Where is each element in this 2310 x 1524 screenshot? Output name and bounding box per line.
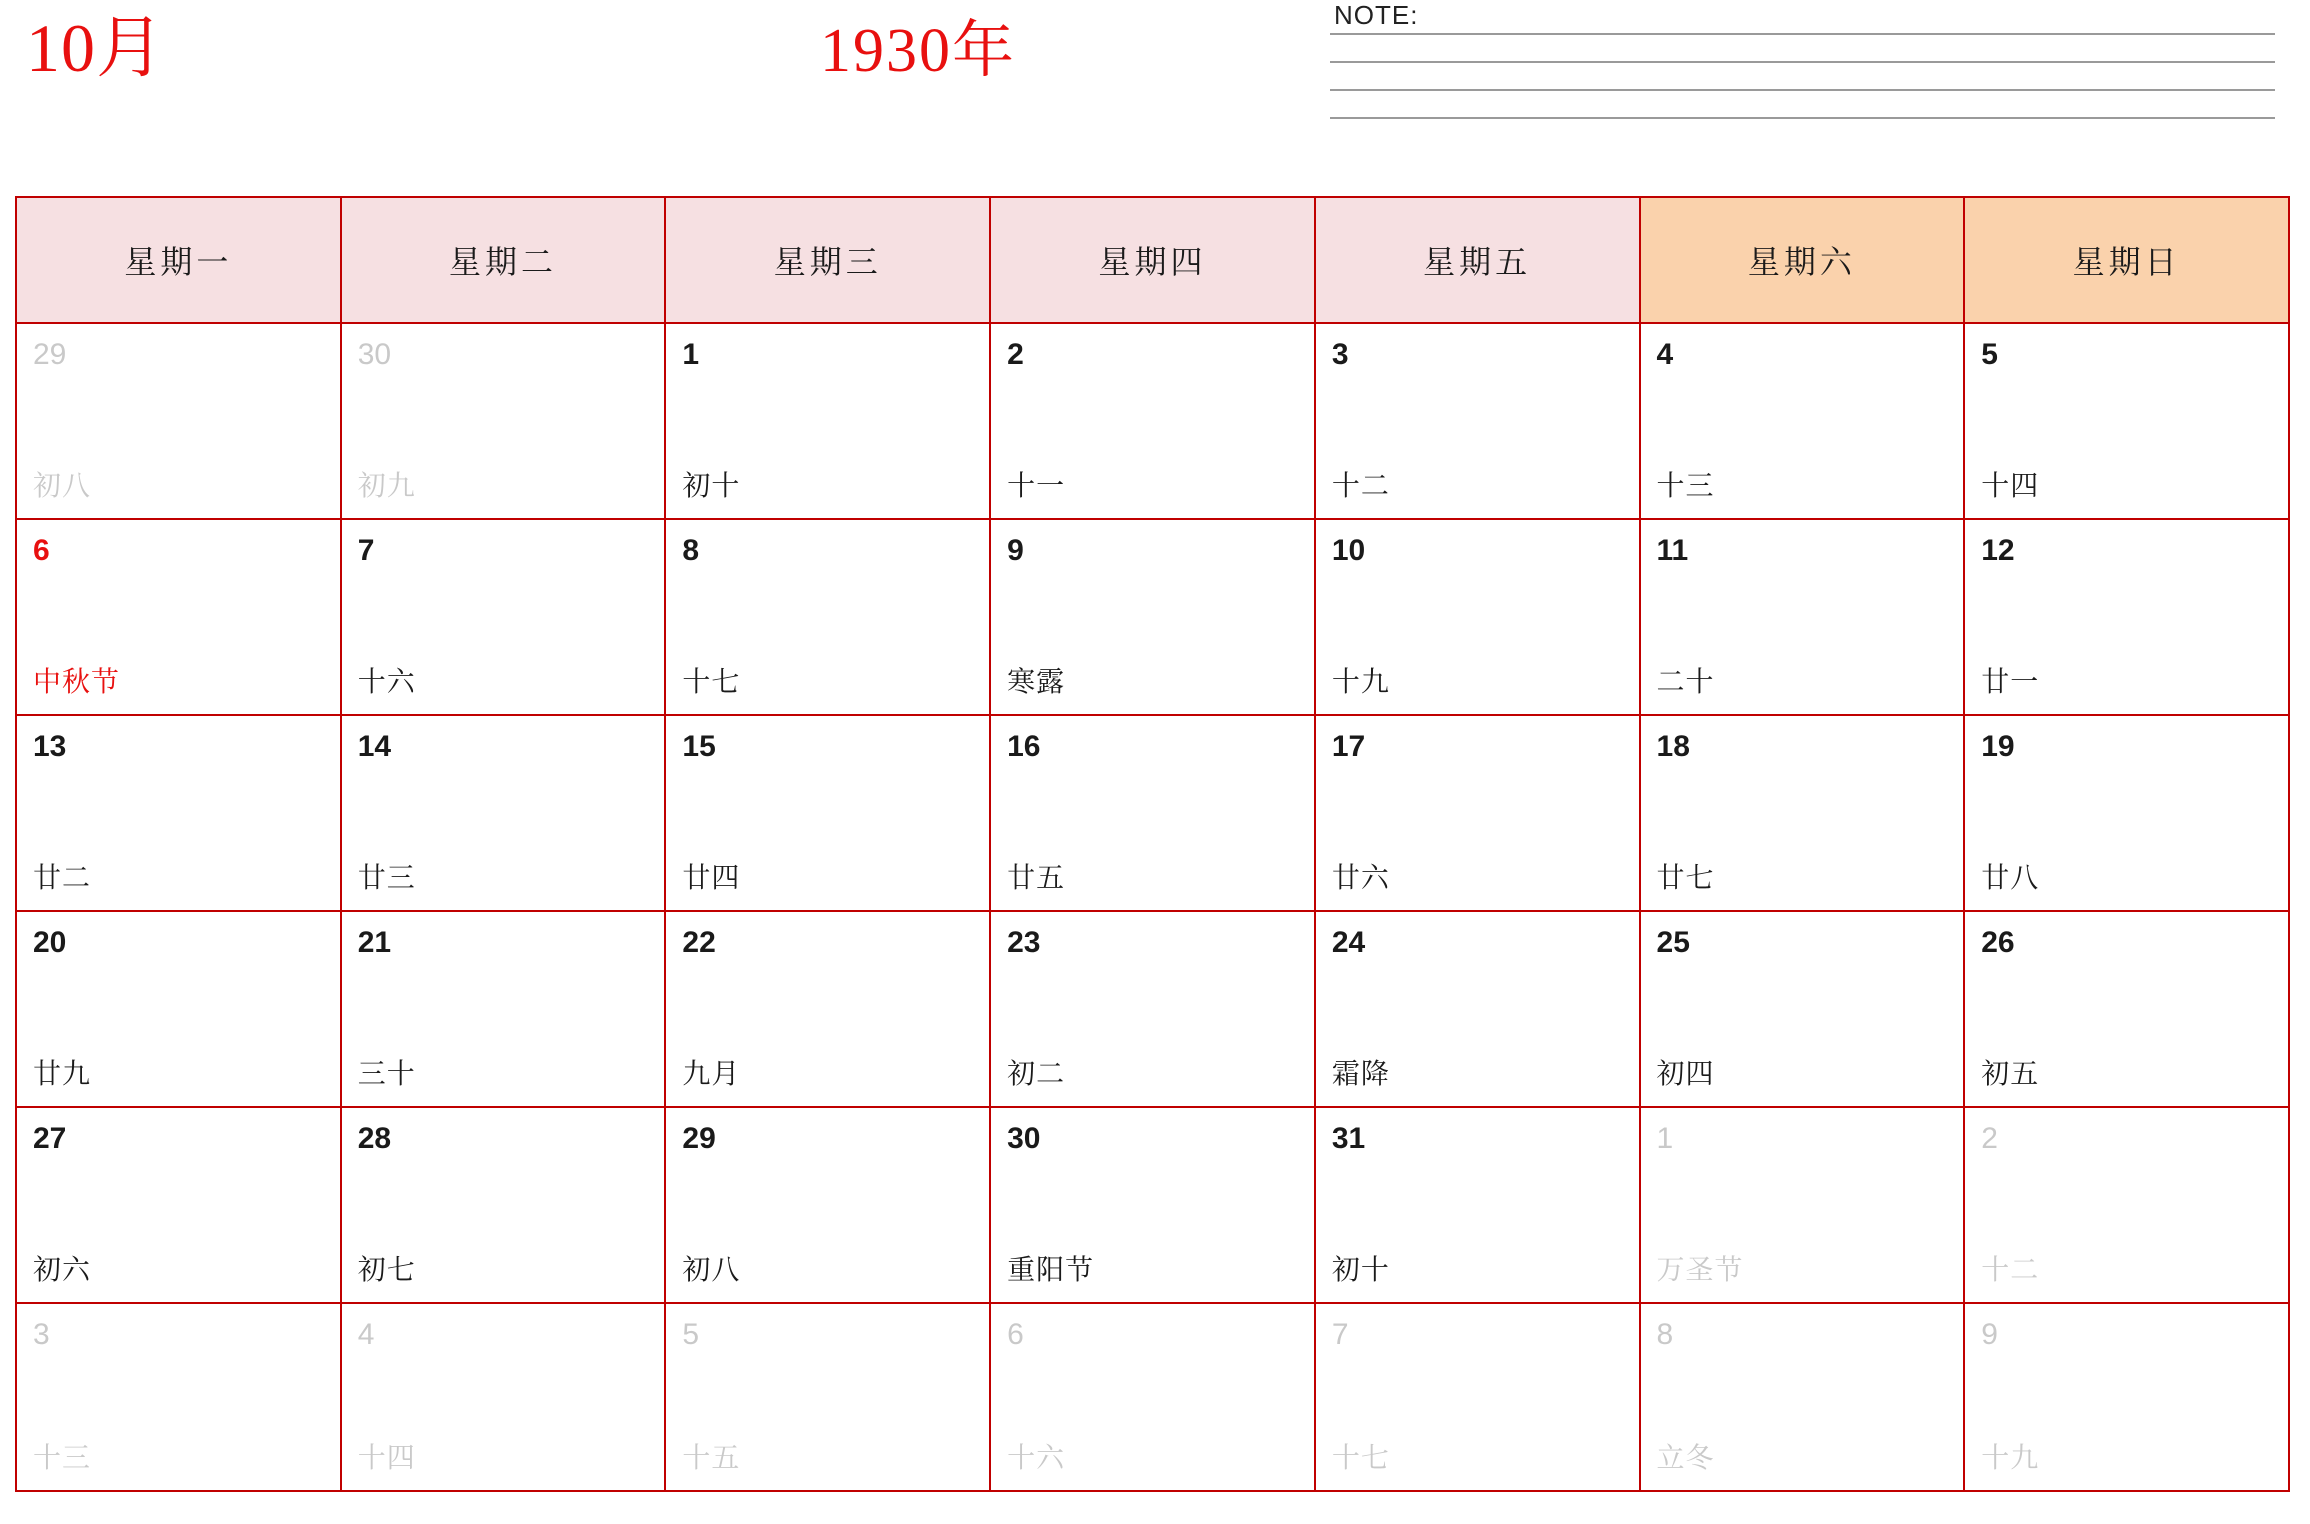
note-block — [1330, 0, 2275, 119]
day-number: 4 — [1656, 338, 1674, 371]
weekday-header-tuesday: 星期二 — [341, 197, 666, 323]
day-number: 14 — [357, 730, 392, 763]
day-lunar: 廿一 — [1981, 667, 2040, 698]
day-lunar: 十九 — [1331, 667, 1390, 698]
day-cell[interactable] — [990, 323, 1315, 519]
calendar-grid — [15, 196, 2290, 1492]
calendar-week-row — [16, 1107, 2289, 1303]
day-lunar: 霜降 — [1331, 1059, 1390, 1090]
day-cell[interactable] — [665, 1303, 990, 1491]
day-lunar: 初五 — [1981, 1059, 2040, 1090]
day-cell[interactable] — [1315, 323, 1640, 519]
day-cell[interactable] — [1640, 1303, 1965, 1491]
day-cell[interactable] — [16, 519, 341, 715]
day-number: 6 — [33, 534, 50, 567]
day-lunar: 十六 — [1007, 1443, 1066, 1474]
day-number: 29 — [33, 338, 67, 371]
day-number: 3 — [33, 1318, 50, 1351]
day-cell[interactable] — [1315, 715, 1640, 911]
day-cell[interactable] — [665, 1107, 990, 1303]
day-lunar: 十九 — [1981, 1443, 2040, 1474]
day-lunar: 初四 — [1656, 1059, 1715, 1090]
day-lunar: 初十 — [1331, 1255, 1390, 1286]
day-lunar: 十二 — [1331, 471, 1390, 502]
day-lunar: 初八 — [33, 471, 92, 502]
day-number: 19 — [1981, 730, 2015, 763]
day-cell[interactable] — [990, 715, 1315, 911]
day-number: 20 — [33, 926, 67, 959]
day-lunar: 廿八 — [1981, 863, 2040, 894]
day-lunar: 十四 — [357, 1443, 416, 1474]
day-number: 8 — [1656, 1318, 1674, 1351]
note-line[interactable] — [1330, 63, 2275, 91]
day-number: 1 — [682, 338, 700, 371]
day-cell[interactable] — [341, 519, 666, 715]
day-cell[interactable] — [16, 911, 341, 1107]
day-number: 17 — [1331, 730, 1366, 763]
day-cell[interactable] — [1640, 715, 1965, 911]
day-number: 6 — [1007, 1318, 1024, 1351]
day-lunar: 十七 — [1331, 1443, 1390, 1474]
day-number: 31 — [1331, 1122, 1366, 1155]
calendar-week-row — [16, 1303, 2289, 1491]
day-cell[interactable] — [1315, 1107, 1640, 1303]
day-number: 28 — [357, 1122, 392, 1155]
day-cell[interactable] — [1640, 1107, 1965, 1303]
day-lunar: 十三 — [33, 1443, 92, 1474]
calendar-week-row — [16, 911, 2289, 1107]
day-number: 9 — [1007, 534, 1024, 567]
day-lunar: 廿六 — [1331, 863, 1390, 894]
day-lunar: 中秋节 — [33, 667, 121, 698]
day-lunar: 初八 — [682, 1255, 741, 1286]
day-number: 27 — [33, 1122, 67, 1155]
day-cell[interactable] — [665, 911, 990, 1107]
day-cell[interactable] — [1964, 911, 2289, 1107]
day-cell[interactable] — [990, 911, 1315, 1107]
day-lunar: 十四 — [1981, 471, 2040, 502]
weekday-header-sunday: 星期日 — [1964, 197, 2289, 323]
day-cell[interactable] — [341, 1107, 666, 1303]
day-lunar: 十三 — [1656, 471, 1715, 502]
day-cell[interactable] — [16, 323, 341, 519]
day-number: 3 — [1331, 338, 1349, 371]
day-number: 18 — [1656, 730, 1690, 763]
day-number: 23 — [1007, 926, 1041, 959]
day-cell[interactable] — [16, 1303, 341, 1491]
day-cell[interactable] — [16, 1107, 341, 1303]
day-cell[interactable] — [1640, 323, 1965, 519]
day-number: 16 — [1007, 730, 1041, 763]
month-title: 10月 — [26, 10, 166, 86]
day-lunar: 廿九 — [33, 1059, 92, 1090]
day-lunar: 重阳节 — [1007, 1255, 1095, 1286]
day-number: 15 — [682, 730, 716, 763]
day-cell[interactable] — [665, 323, 990, 519]
day-lunar: 十一 — [1007, 471, 1066, 502]
day-lunar: 廿二 — [33, 863, 92, 894]
note-line[interactable] — [1330, 33, 2275, 63]
day-number: 22 — [682, 926, 716, 959]
day-cell[interactable] — [1315, 911, 1640, 1107]
day-cell[interactable] — [341, 715, 666, 911]
day-cell[interactable] — [1964, 1107, 2289, 1303]
calendar-body — [16, 323, 2289, 1491]
day-lunar: 廿四 — [682, 863, 741, 894]
day-number: 24 — [1331, 926, 1366, 959]
day-lunar: 廿五 — [1007, 863, 1066, 894]
weekday-header-wednesday: 星期三 — [665, 197, 990, 323]
day-number: 1 — [1656, 1122, 1674, 1155]
day-number: 29 — [682, 1122, 716, 1155]
day-lunar: 十五 — [682, 1443, 741, 1474]
day-number: 26 — [1981, 926, 2015, 959]
weekday-header-friday: 星期五 — [1315, 197, 1640, 323]
day-number: 30 — [357, 338, 392, 371]
day-cell[interactable] — [1964, 715, 2289, 911]
day-cell[interactable] — [990, 1107, 1315, 1303]
weekday-header-thursday: 星期四 — [990, 197, 1315, 323]
day-lunar: 初十 — [682, 471, 741, 502]
day-lunar: 廿七 — [1656, 863, 1715, 894]
day-cell[interactable] — [665, 519, 990, 715]
day-lunar: 寒露 — [1007, 667, 1066, 698]
day-cell[interactable] — [990, 519, 1315, 715]
day-number: 2 — [1981, 1122, 1998, 1155]
day-lunar: 二十 — [1656, 667, 1715, 698]
day-cell[interactable] — [1315, 519, 1640, 715]
day-lunar: 初九 — [357, 471, 416, 502]
day-cell[interactable] — [1964, 323, 2289, 519]
day-number: 2 — [1007, 338, 1024, 371]
year-title: 1930年 — [820, 17, 1017, 85]
day-cell[interactable] — [1964, 519, 2289, 715]
day-number: 4 — [357, 1318, 375, 1351]
day-cell[interactable] — [341, 1303, 666, 1491]
day-lunar: 立冬 — [1656, 1443, 1715, 1474]
day-number: 12 — [1981, 534, 2015, 567]
day-number: 9 — [1981, 1318, 1998, 1351]
day-number: 5 — [682, 1318, 700, 1351]
weekday-header-saturday: 星期六 — [1640, 197, 1965, 323]
day-lunar: 三十 — [357, 1059, 416, 1090]
day-cell[interactable] — [341, 323, 666, 519]
day-cell[interactable] — [16, 715, 341, 911]
day-number: 11 — [1656, 534, 1689, 567]
calendar-week-row — [16, 715, 2289, 911]
calendar-week-row — [16, 519, 2289, 715]
day-cell[interactable] — [1964, 1303, 2289, 1491]
day-number: 10 — [1331, 534, 1366, 567]
day-number: 7 — [357, 534, 375, 567]
day-number: 25 — [1656, 926, 1690, 959]
day-number: 13 — [33, 730, 67, 763]
calendar-header-row — [16, 197, 2289, 323]
day-lunar: 廿三 — [357, 863, 416, 894]
day-number: 7 — [1331, 1318, 1349, 1351]
note-label: NOTE: — [1334, 0, 1419, 30]
day-number: 21 — [357, 926, 392, 959]
day-number: 8 — [682, 534, 700, 567]
day-lunar: 十二 — [1981, 1255, 2040, 1286]
day-lunar: 十六 — [357, 667, 416, 698]
day-cell[interactable] — [665, 715, 990, 911]
note-lines — [1330, 33, 2275, 119]
day-lunar: 初七 — [357, 1255, 416, 1286]
day-lunar: 九月 — [682, 1059, 741, 1090]
note-line[interactable] — [1330, 91, 2275, 119]
calendar-week-row — [16, 323, 2289, 519]
day-cell[interactable] — [1315, 1303, 1640, 1491]
page-header — [0, 0, 2310, 178]
day-lunar: 初二 — [1007, 1059, 1066, 1090]
day-cell[interactable] — [341, 911, 666, 1107]
day-cell[interactable] — [1640, 911, 1965, 1107]
day-cell[interactable] — [990, 1303, 1315, 1491]
weekday-header-monday: 星期一 — [16, 197, 341, 323]
day-number: 5 — [1981, 338, 1998, 371]
day-cell[interactable] — [1640, 519, 1965, 715]
day-lunar: 初六 — [33, 1255, 92, 1286]
day-lunar: 十七 — [682, 667, 741, 698]
day-number: 30 — [1007, 1122, 1041, 1155]
day-lunar: 万圣节 — [1656, 1255, 1744, 1286]
